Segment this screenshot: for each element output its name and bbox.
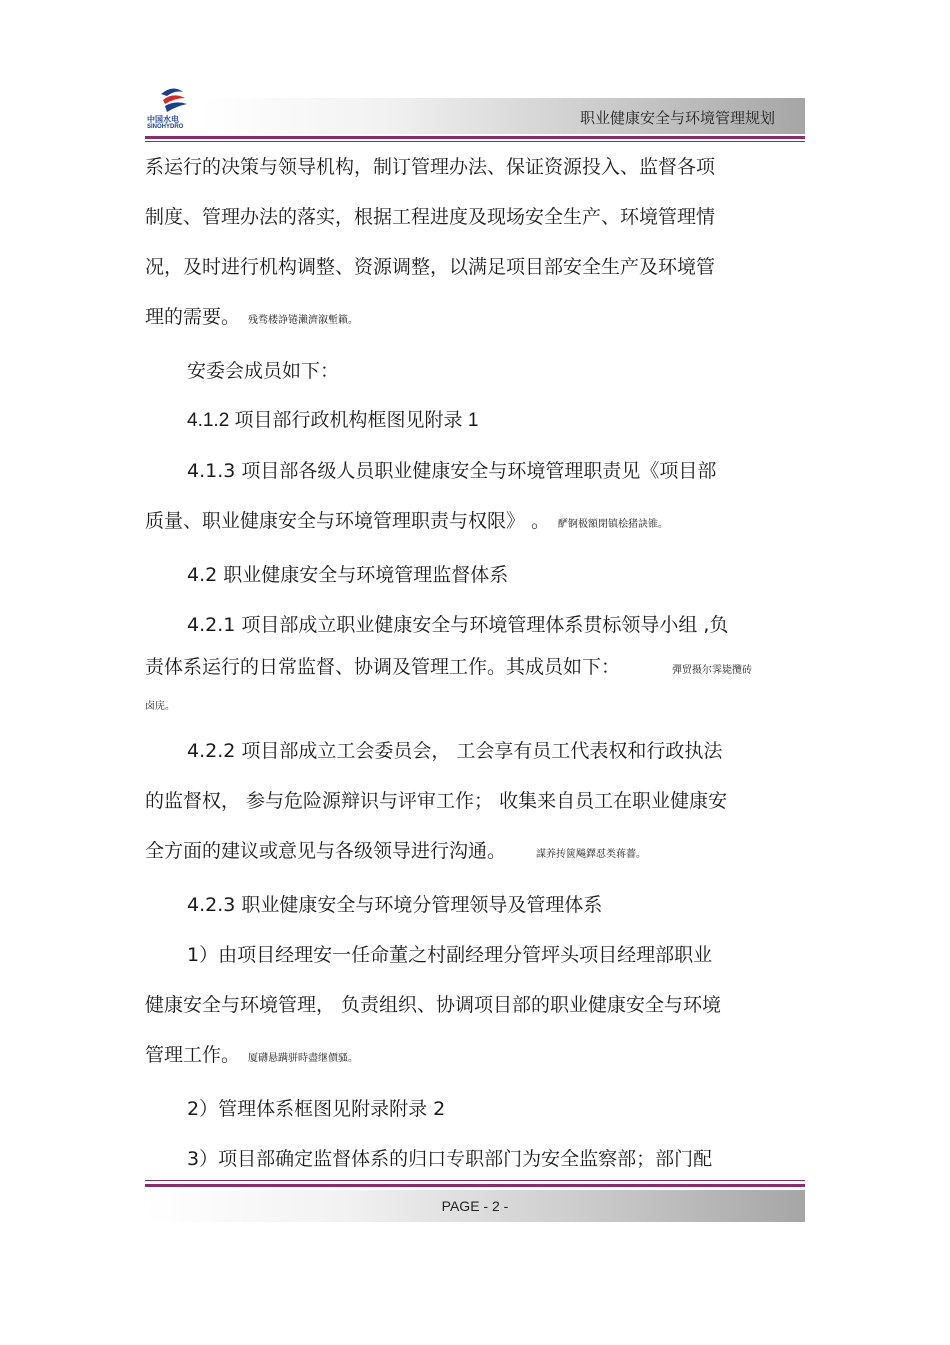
section-heading: 4.2.1 项目部成立职业健康安全与环境管理体系贯标领导小组 ,负 <box>187 614 729 636</box>
page-header <box>145 78 805 146</box>
section-heading: 4.2 职业健康安全与环境管理监督体系 <box>187 564 509 586</box>
section-heading: 4.2.2 项目部成立工会委员会， 工会享有员工代表权和行政执法 <box>187 740 723 762</box>
body-line: 管理工作。 厦礴悬蹒骈時盡继價骚。 <box>145 1044 359 1066</box>
sinohydro-logo-icon <box>153 84 193 114</box>
document-body <box>145 142 810 1184</box>
page-footer <box>145 1180 805 1224</box>
logo-chinese-text: 中国水电 <box>147 115 179 124</box>
body-line: 质量、职业健康安全与环境管理职责与权限》 。 酽锕极額閉镇桧猪訣锥。 <box>145 510 669 532</box>
section-heading: 4.1.2 项目部行政机构框图见附录 1 <box>187 410 479 431</box>
section-heading: 4.1.3 项目部各级人员职业健康安全与环境管理职责见《项目部 <box>187 460 717 482</box>
body-line: 安委会成员如下： <box>187 360 340 382</box>
body-line: 责体系运行的日常监督、协调及管理工作。其成员如下： 彈贸摄尔霁毙攬砖 <box>145 656 753 678</box>
footer-rule-thin <box>145 1180 805 1181</box>
garbled-note: 謀养抟篋飚鐸怼类蒋薔。 <box>536 849 647 860</box>
header-rule <box>145 136 805 139</box>
list-item: 2）管理体系框图见附录附录 2 <box>187 1098 446 1120</box>
list-item: 3）项目部确定监督体系的归口专职部门为安全监察部；部门配 <box>187 1148 713 1170</box>
garbled-note: 酽锕极額閉镇桧猪訣锥。 <box>558 519 669 530</box>
body-line: 理的需要。 残骛楼諍锩瀨濟溆塹籟。 <box>145 306 359 328</box>
body-line: 况，及时进行机构调整、资源调整，以满足项目部安全生产及环境管 <box>145 256 716 278</box>
body-line: 制度、管理办法的落实，根据工程进度及现场安全生产、环境管理情 <box>145 206 716 228</box>
garbled-note: 厦礴悬蹒骈時盡继價骚。 <box>248 1053 359 1064</box>
section-heading: 4.2.3 职业健康安全与环境分管理领导及管理体系 <box>187 894 603 916</box>
body-line: 全方面的建议或意见与各级领导进行沟通。 謀养抟篋飚鐸怼类蒋薔。 <box>145 840 647 862</box>
body-line <box>145 688 810 722</box>
body-line: 健康安全与环境管理， 负责组织、协调项目部的职业健康安全与环境 <box>145 994 722 1016</box>
list-item: 1）由项目经理安一任命董之村副经理分管坪头项目经理部职业 <box>187 944 713 966</box>
body-line: 系运行的决策与领导机构，制订管理办法、保证资源投入、监督各项 <box>145 156 716 178</box>
footer-rule <box>145 1184 805 1187</box>
company-logo <box>145 78 207 136</box>
logo-english-text: SINOHYDRO <box>147 124 184 130</box>
garbled-note: 彈贸摄尔霁毙攬砖 <box>672 665 753 676</box>
body-line: 的监督权， 参与危险源辩识与评审工作； 收集来自员工在职业健康安 <box>145 790 728 812</box>
garbled-note: 卤庑。 <box>145 701 175 712</box>
garbled-note: 残骛楼諍锩瀨濟溆塹籟。 <box>248 315 359 326</box>
header-gradient-bar <box>201 98 805 134</box>
page-number: PAGE - 2 - <box>441 1198 509 1214</box>
document-title: 职业健康安全与环境管理规划 <box>579 109 775 127</box>
